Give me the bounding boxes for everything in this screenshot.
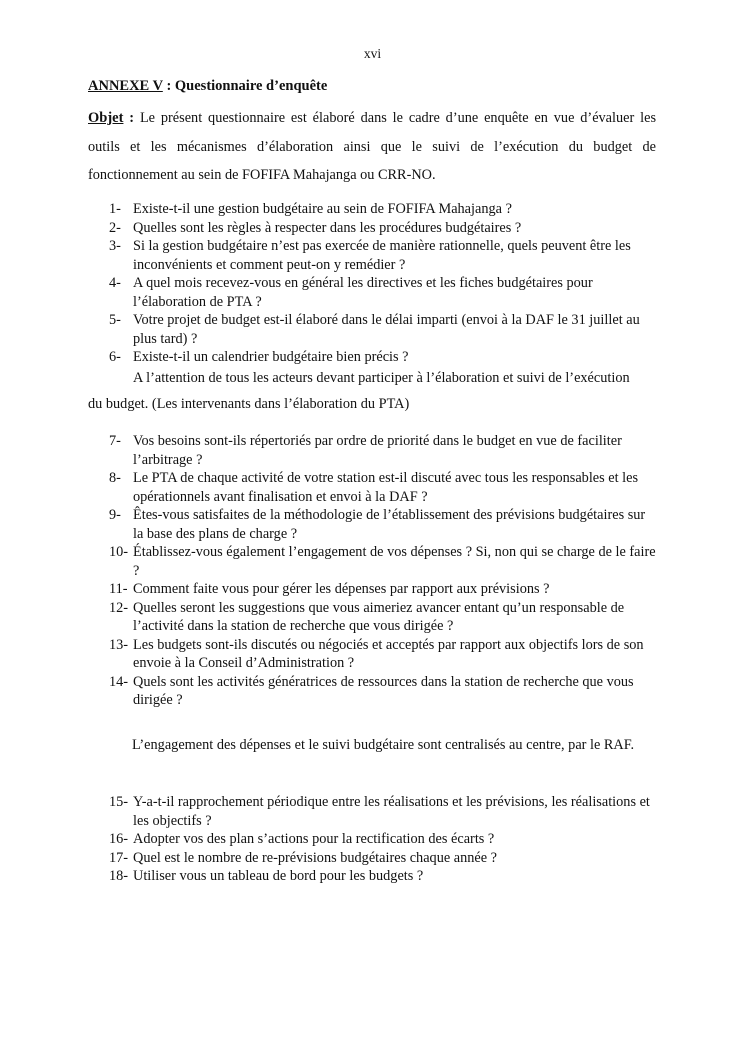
question-list-3 bbox=[109, 793, 659, 886]
item-text: Comment faite vous pour gérer les dépenses par rapport aux prévisions ? bbox=[133, 581, 550, 597]
annex-heading bbox=[88, 78, 327, 95]
list-item bbox=[109, 200, 659, 219]
item-text: Quelles seront les suggestions que vous aimeriez avancer entant qu’un responsable de l’activité dans la station de recherche que vous dirigée ? bbox=[133, 599, 625, 634]
list-item bbox=[109, 599, 659, 636]
item-number: 16- bbox=[109, 831, 129, 847]
objet-label: Objet bbox=[88, 110, 124, 126]
item-text: A quel mois recevez-vous en général les directives et les fiches budgétaires pour l’élaboration de PTA ? bbox=[133, 275, 593, 310]
item-number: 9- bbox=[109, 507, 121, 523]
item-number: 5- bbox=[109, 312, 121, 328]
item-number: 4- bbox=[109, 275, 121, 291]
item-text: Quels sont les activités génératrices de ressources dans la station de recherche que vous dirigée ? bbox=[133, 673, 634, 708]
item-number: 18- bbox=[109, 868, 129, 884]
list-item bbox=[109, 469, 659, 506]
list-item bbox=[109, 867, 659, 886]
item-text: Établissez-vous également l’engagement de vos dépenses ? Si, non qui se charge de le faire ? bbox=[133, 544, 656, 579]
centralisation-text: L’engagement des dépenses et le suivi budgétaire sont centralisés au centre, par le RAF. bbox=[132, 737, 635, 753]
list-item bbox=[109, 219, 659, 238]
attention-note-line2: du budget. (Les intervenants dans l’élaboration du PTA) bbox=[88, 396, 410, 412]
item-number: 14- bbox=[109, 673, 129, 690]
list-item bbox=[109, 636, 659, 673]
list-item bbox=[109, 543, 659, 580]
item-text: Vos besoins sont-ils répertoriés par ordre de priorité dans le budget en vue de faciliter l’arbitrage ? bbox=[133, 433, 622, 468]
question-list-2 bbox=[109, 432, 659, 710]
page-number: xvi bbox=[363, 46, 382, 61]
item-text: Êtes-vous satisfaites de la méthodologie de l’établissement des prévisions budgétaires sur la base des plans de charge ? bbox=[133, 507, 646, 542]
list-item bbox=[109, 580, 659, 599]
item-text: Existe-t-il une gestion budgétaire au sein de FOFIFA Mahajanga ? bbox=[133, 201, 512, 217]
item-text: Existe-t-il un calendrier budgétaire bien précis ? bbox=[133, 349, 409, 365]
list-item bbox=[109, 506, 659, 543]
item-text: Adopter vos des plan s’actions pour la rectification des écarts ? bbox=[133, 831, 495, 847]
item-text: Les budgets sont-ils discutés ou négociés et acceptés par rapport aux objectifs lors de son envoie à la Conseil d’Administration ? bbox=[133, 636, 644, 671]
item-number: 10- bbox=[109, 544, 129, 560]
item-text: Quel est le nombre de re-prévisions budgétaires chaque année ? bbox=[133, 849, 498, 866]
list-item bbox=[109, 237, 659, 274]
annex-label: ANNEXE V bbox=[88, 78, 163, 94]
item-number: 7- bbox=[109, 433, 121, 449]
list-item bbox=[109, 274, 659, 311]
attention-note-line1: A l’attention de tous les acteurs devant participer à l’élaboration et suivi de l’exécution bbox=[133, 370, 630, 386]
intro-text: Le présent questionnaire est élaboré dans le cadre d’une enquête en vue d’évaluer les outils et les mécanismes d’élaboration ainsi que le suivi de l’exécution du budget de fonctionnement au sein de FOFIFA Mahajanga ou CRR-NO. bbox=[88, 110, 657, 183]
item-text: Y-a-t-il rapprochement périodique entre les réalisations et les prévisions, les réalisations et les objectifs ? bbox=[133, 794, 650, 829]
item-number: 17- bbox=[109, 849, 129, 866]
item-number: 6- bbox=[109, 349, 121, 365]
objet-colon: : bbox=[123, 110, 135, 126]
list-item bbox=[109, 849, 659, 868]
centralisation-note bbox=[88, 731, 656, 760]
item-number: 8- bbox=[109, 470, 121, 486]
question-list-1 bbox=[109, 200, 659, 367]
item-number: 2- bbox=[109, 219, 121, 236]
list-item bbox=[109, 830, 659, 849]
item-number: 1- bbox=[109, 201, 121, 217]
item-number: 3- bbox=[109, 238, 121, 254]
intro-paragraph bbox=[88, 104, 656, 190]
list-item bbox=[109, 673, 659, 710]
item-text: Quelles sont les règles à respecter dans les procédures budgétaires ? bbox=[133, 219, 522, 236]
item-text: Le PTA de chaque activité de votre station est-il discuté avec tous les responsables et les opérationnels avant finalisation et envoi à la DAF ? bbox=[133, 470, 639, 505]
item-number: 15- bbox=[109, 794, 129, 810]
list-item bbox=[109, 348, 659, 367]
list-item bbox=[109, 793, 659, 830]
annex-title: : Questionnaire d’enquête bbox=[162, 78, 328, 94]
list-item bbox=[109, 432, 659, 469]
item-number: 11- bbox=[109, 581, 128, 597]
item-number: 13- bbox=[109, 636, 129, 653]
item-text: Votre projet de budget est-il élaboré dans le délai imparti (envoi à la DAF le 31 juillet au plus tard) ? bbox=[133, 312, 640, 347]
item-number: 12- bbox=[109, 599, 129, 616]
item-text: Utiliser vous un tableau de bord pour les budgets ? bbox=[133, 868, 424, 884]
item-text: Si la gestion budgétaire n’est pas exercée de manière rationnelle, quels peuvent être les inconvénients et comment peut-on y remédier ? bbox=[133, 238, 631, 273]
list-item bbox=[109, 311, 659, 348]
